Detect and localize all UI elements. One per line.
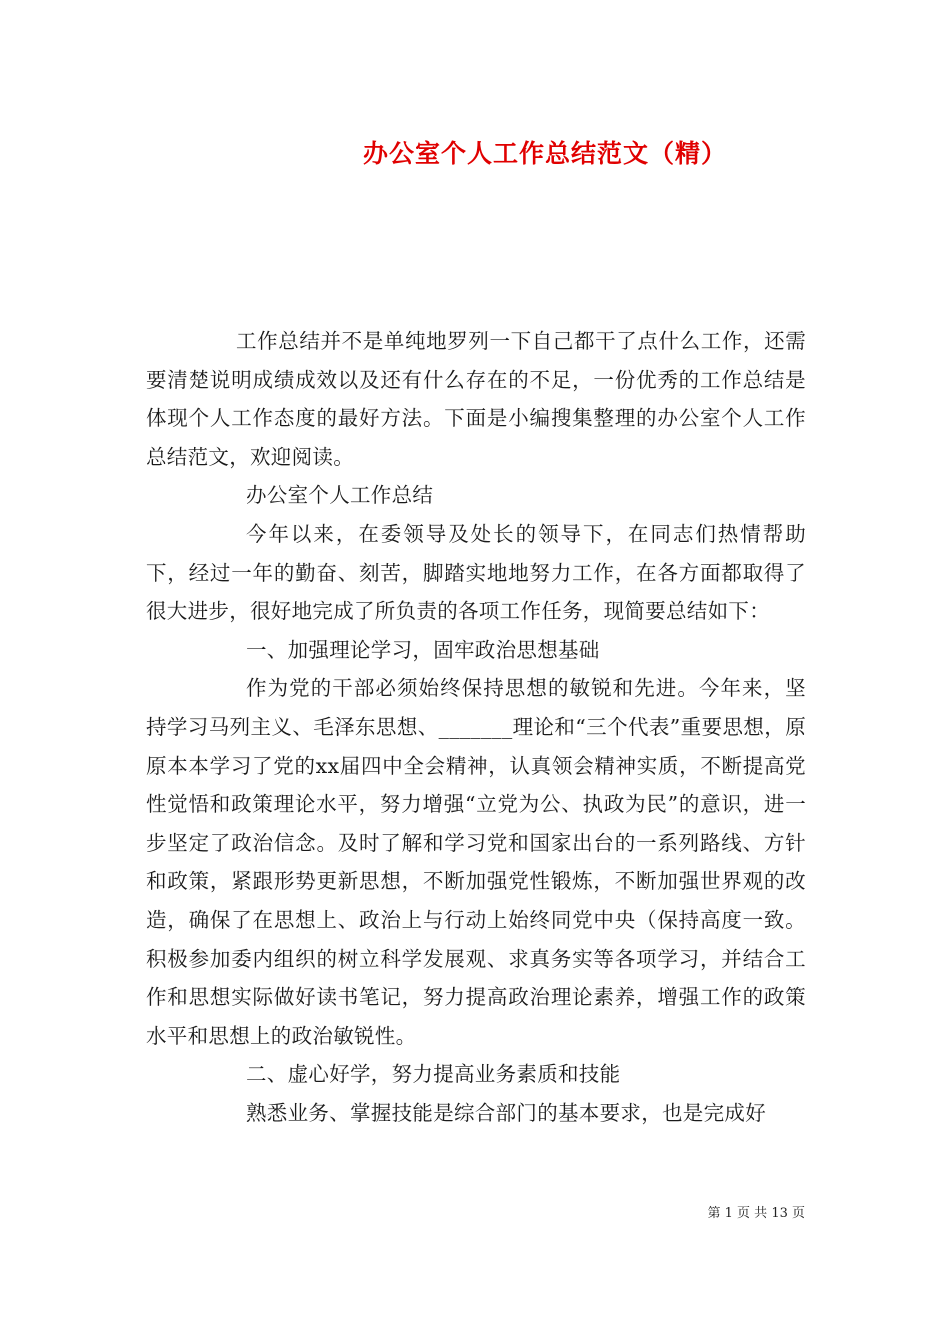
section-subtitle: 办公室个人工作总结 — [246, 483, 434, 508]
heading-1: 一、加强理论学习，固牢政治思想基础 — [246, 637, 600, 662]
paragraph-3: 熟悉业务、掌握技能是综合部门的基本要求，也是完成好 — [246, 1100, 766, 1125]
document-body — [146, 322, 806, 1132]
document-title: 办公室个人工作总结范文（精） — [362, 139, 727, 168]
page-number-footer: 第 1 页 共 13 页 — [707, 1206, 805, 1221]
paragraph-1: 今年以来，在委领导及处长的领导下，在同志们热情帮助下，经过一年的勤奋、刻苦，脚踏实地地努力工作，在各方面都取得了很大进步，很好地完成了所负责的各项工作任务，现简要总结如下： — [146, 521, 806, 624]
paragraph-2: 作为党的干部必须始终保持思想的敏锐和先进。今年来，坚持学习马列主义、毛泽东思想、_______理论和“三个代表”重要思想，原原本本学习了党的xx届四中全会精神，认真领会精神实质，不断提高党性觉悟和政策理论水平，努力增强“立党为公、执政为民”的意识，进一步坚定了政治信念。及时了解和学习党和国家出台的一系列路线、方针和政策，紧跟形势更新思想，不断加强党性锻炼，不断加强世界观的改造，确保了在思想上、政治上与行动上始终同党中央（保持高度一致。积极参加委内组织的树立科学发展观、求真务实等各项学习，并结合工作和思想实际做好读书笔记，努力提高政治理论素养，增强工作的政策水平和思想上的政治敏锐性。 — [146, 676, 806, 1048]
intro-paragraph: 工作总结并不是单纯地罗列一下自己都干了点什么工作，还需要清楚说明成绩成效以及还有什么存在的不足，一份优秀的工作总结是体现个人工作态度的最好方法。下面是小编搜集整理的办公室个人工作总结范文，欢迎阅读。 — [146, 329, 806, 469]
heading-2: 二、虚心好学，努力提高业务素质和技能 — [246, 1062, 621, 1087]
